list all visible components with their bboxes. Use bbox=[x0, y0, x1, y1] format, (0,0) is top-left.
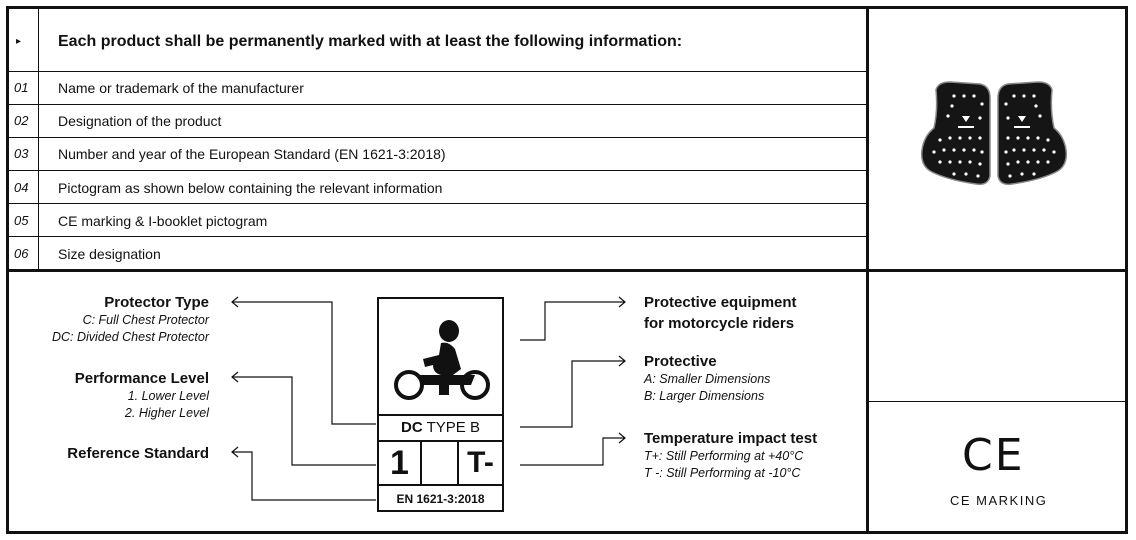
ce-marking-label: CE MARKING bbox=[950, 493, 1048, 508]
level-row bbox=[379, 440, 502, 484]
row-text: Designation of the product bbox=[58, 113, 222, 129]
protective-line: A: Smaller Dimensions bbox=[644, 372, 771, 386]
protector-type-line: C: Full Chest Protector bbox=[82, 313, 209, 327]
type-prefix: DC bbox=[401, 419, 423, 436]
row-text: Pictogram as shown below containing the relevant information bbox=[58, 180, 443, 196]
row-number: 03 bbox=[14, 146, 29, 161]
blank-cell bbox=[422, 440, 459, 484]
motorcycle-rider-icon bbox=[389, 313, 493, 403]
row-number: 01 bbox=[14, 80, 29, 95]
reference-standard-cell: EN 1621-3:2018 bbox=[379, 484, 502, 512]
bullet-icon: ▸ bbox=[16, 36, 22, 47]
reference-standard-title: Reference Standard bbox=[67, 445, 209, 462]
performance-level-cell: 1 bbox=[379, 440, 422, 484]
temperature-line: T+: Still Performing at +40°C bbox=[644, 449, 804, 463]
row-text: CE marking & I-booklet pictogram bbox=[58, 213, 268, 229]
row-text: Size designation bbox=[58, 246, 161, 262]
temperature-title: Temperature impact test bbox=[644, 430, 818, 447]
protector-type-cell bbox=[379, 414, 502, 442]
equipment-line: for motorcycle riders bbox=[644, 315, 795, 332]
ce-mark-icon: CE bbox=[962, 430, 1025, 481]
type-suffix: TYPE B bbox=[422, 419, 480, 436]
row-number: 05 bbox=[14, 213, 29, 228]
temperature-cell: T- bbox=[467, 446, 494, 479]
protector-type-line: DC: Divided Chest Protector bbox=[51, 330, 209, 344]
performance-level-title: Performance Level bbox=[74, 370, 209, 387]
performance-level-line: 2. Higher Level bbox=[124, 406, 209, 420]
performance-level-line: 1. Lower Level bbox=[127, 389, 209, 403]
row-number: 06 bbox=[14, 246, 29, 261]
pictogram-box bbox=[377, 297, 504, 512]
requirements-heading: Each product shall be permanently marked with at least the following information: bbox=[58, 33, 683, 50]
row-number: 04 bbox=[14, 180, 29, 195]
equipment-line: Protective equipment bbox=[644, 294, 797, 311]
protector-type-title: Protector Type bbox=[104, 294, 209, 311]
row-number: 02 bbox=[14, 113, 29, 128]
protective-title: Protective bbox=[644, 353, 717, 370]
row-text: Name or trademark of the manufacturer bbox=[58, 80, 304, 96]
row-text: Number and year of the European Standard (EN 1621-3:2018) bbox=[58, 146, 446, 162]
protective-line: B: Larger Dimensions bbox=[644, 389, 765, 403]
temperature-line: T -: Still Performing at -10°C bbox=[644, 466, 801, 480]
